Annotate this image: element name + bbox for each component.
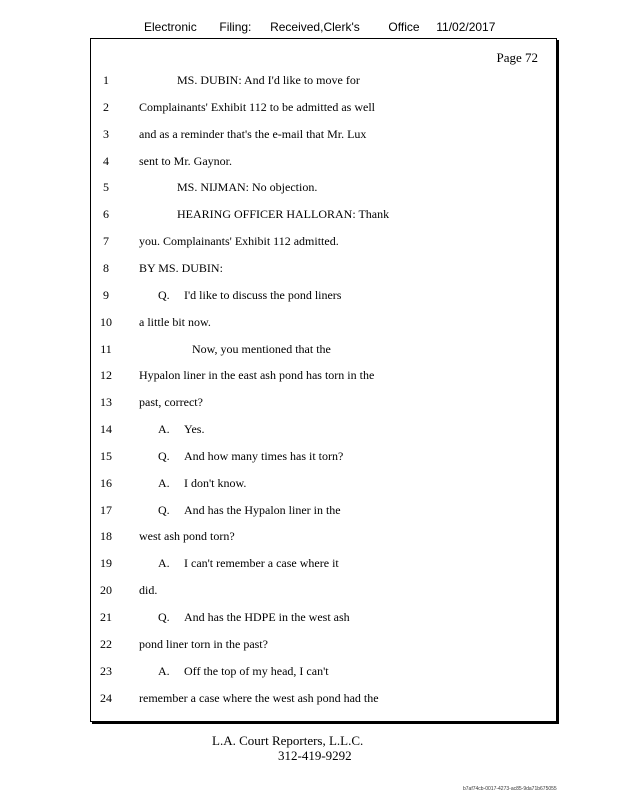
line-number: 23 xyxy=(100,663,112,678)
line-text: I'd like to discuss the pond liners xyxy=(184,287,342,302)
line-number: 20 xyxy=(100,583,112,598)
line-number: 16 xyxy=(100,475,112,490)
line-text: I can't remember a case where it xyxy=(184,556,339,571)
line-text: west ash pond torn? xyxy=(139,529,235,544)
line-number: 19 xyxy=(100,556,112,571)
document-hash: b7af74cb-0017-4273-ac85-9da71b675055 xyxy=(463,786,557,792)
filing-stamp-part: Received,Clerk's xyxy=(270,20,360,34)
line-number: 12 xyxy=(100,368,112,383)
qa-marker: A. xyxy=(158,663,170,678)
line-number: 3 xyxy=(103,126,109,141)
line-number: 24 xyxy=(100,690,112,705)
line-text: MS. DUBIN: And I'd like to move for xyxy=(177,73,360,87)
filing-stamp-date: 11/02/2017 xyxy=(436,20,496,34)
line-number: 1 xyxy=(103,73,109,87)
line-number: 6 xyxy=(103,207,109,222)
line-text: Now, you mentioned that the xyxy=(192,341,331,356)
filing-stamp-part: Office xyxy=(388,20,420,34)
line-text: Off the top of my head, I can't xyxy=(184,663,329,678)
line-text: sent to Mr. Gaynor. xyxy=(139,153,232,168)
filing-stamp-part: Electronic xyxy=(144,20,197,34)
line-text: Yes. xyxy=(184,422,205,437)
line-number: 10 xyxy=(100,314,112,329)
page-number: Page 72 xyxy=(496,50,538,65)
line-number: 14 xyxy=(100,422,112,437)
line-number: 9 xyxy=(103,287,109,302)
line-text: BY MS. DUBIN: xyxy=(139,260,223,275)
line-number: 13 xyxy=(100,395,112,410)
line-text: I don't know. xyxy=(184,475,247,490)
court-reporter-name: L.A. Court Reporters, L.L.C. xyxy=(212,733,364,748)
qa-marker: Q. xyxy=(158,287,170,302)
line-number: 21 xyxy=(100,610,112,624)
line-number: 17 xyxy=(100,502,112,517)
line-number: 7 xyxy=(103,234,109,249)
filing-stamp-part: Filing: xyxy=(219,20,252,34)
line-text: pond liner torn in the past? xyxy=(139,636,268,651)
line-number: 22 xyxy=(100,636,112,651)
line-text: And has the Hypalon liner in the xyxy=(184,502,341,517)
filing-stamp xyxy=(144,20,495,34)
line-text: did. xyxy=(139,583,158,598)
line-text: Complainants' Exhibit 112 to be admitted as well xyxy=(139,99,376,114)
line-text: a little bit now. xyxy=(139,314,211,329)
line-text: and as a reminder that's the e-mail that Mr. Lux xyxy=(139,126,367,141)
line-text: you. Complainants' Exhibit 112 admitted. xyxy=(139,234,339,249)
line-number: 4 xyxy=(103,153,109,168)
line-number: 15 xyxy=(100,448,112,463)
qa-marker: A. xyxy=(158,422,170,437)
line-text: And how many times has it torn? xyxy=(184,448,344,463)
line-text: past, correct? xyxy=(139,395,203,410)
line-text: And has the HDPE in the west ash xyxy=(184,610,350,624)
line-number: 11 xyxy=(100,341,112,356)
court-reporter-phone: 312-419-9292 xyxy=(278,748,352,763)
line-number: 18 xyxy=(100,529,112,544)
qa-marker: Q. xyxy=(158,610,170,624)
qa-marker: A. xyxy=(158,556,170,571)
line-text: Hypalon liner in the east ash pond has torn in the xyxy=(139,368,375,383)
line-number: 2 xyxy=(103,99,109,114)
line-text: remember a case where the west ash pond had the xyxy=(139,690,379,705)
qa-marker: A. xyxy=(158,475,170,490)
line-text: MS. NIJMAN: No objection. xyxy=(177,180,318,195)
line-text: HEARING OFFICER HALLORAN: Thank xyxy=(177,207,390,222)
qa-marker: Q. xyxy=(158,502,170,517)
line-number: 5 xyxy=(103,180,109,195)
qa-marker: Q. xyxy=(158,448,170,463)
line-number: 8 xyxy=(103,260,109,275)
